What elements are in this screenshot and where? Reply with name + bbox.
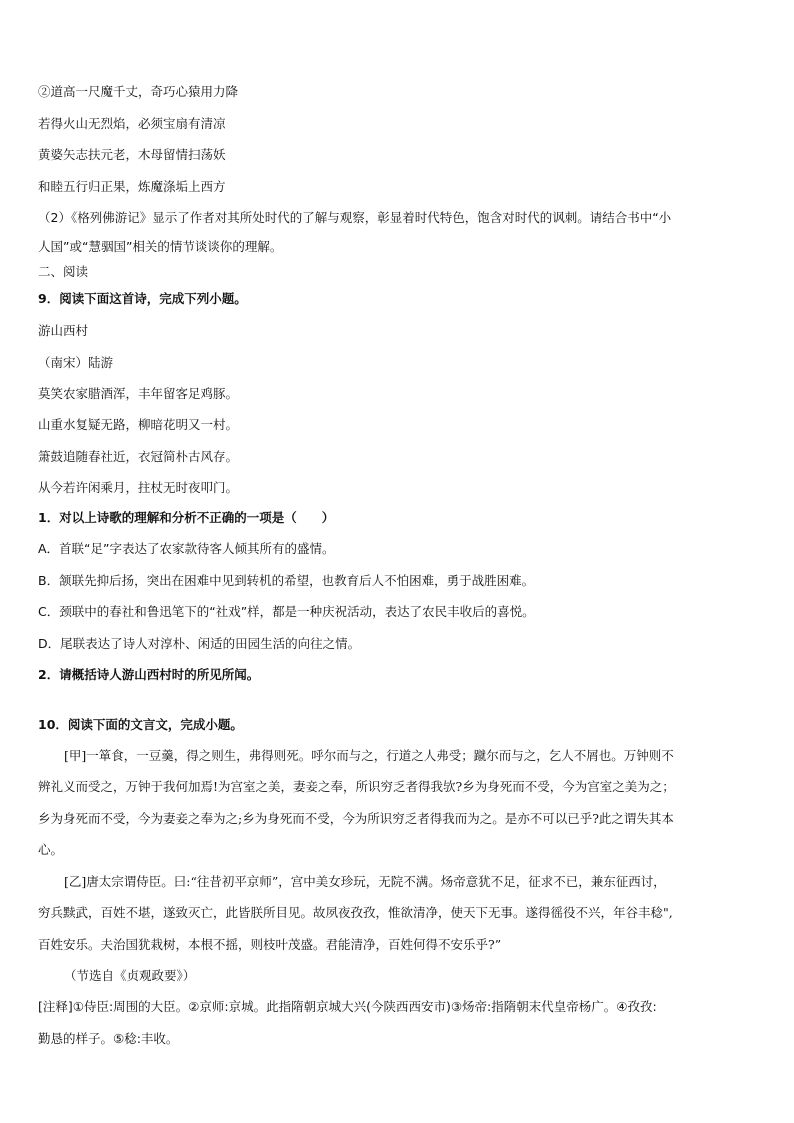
poem-couplet-1: ②道高一尺魔千丈，奇巧心猿用力降 [38,84,239,99]
poem-couplet-4: 和睦五行归正果，炼魔涤垢上西方 [38,179,226,194]
q10-source: （节选自《贞观政要》） [64,968,196,983]
q9-poem-line-2: 山重水复疑无路，柳暗花明又一村。 [38,417,239,432]
q9-poem-line-1: 莫笑农家腊酒浑，丰年留客足鸡豚。 [38,386,239,401]
q10-jia-line-3: 乡为身死而不受，今为妻妾之奉为之;乡为身死而不受，今为所识穷乏者得我而为之。是亦不可以已乎?此之谓失其本 [38,811,674,826]
q9-sub2: 2．请概括诗人游山西村时的所见所闻。 [38,667,260,682]
poem-couplet-2: 若得火山无烈焰，必须宝扇有清凉 [38,116,226,131]
q10-yi-line-2: 穷兵黩武，百姓不堪，遂致灭亡，此皆朕所目见。故夙夜孜孜，惟欲清净，使天下无事。遂得徭役不兴，年谷丰稔", [38,905,673,920]
poem-couplet-3: 黄婆矢志扶元老，木母留情扫荡妖 [38,147,226,162]
q9-poem-line-3: 箫鼓追随春社近，衣冠简朴古风存。 [38,449,239,464]
q10-notes-line1: [注释]①侍臣:周围的大臣。②京师:京城。此指隋朝京城大兴(今陕西西安市)③炀帝:指隋朝末代皇帝杨广。④孜孜: [38,999,657,1014]
q10-yi-line-1: [乙]唐太宗谓侍臣。曰:“往昔初平京师”，宫中美女珍玩，无院不满。炀帝意犹不足，征求不已，兼东征西讨， [64,874,666,889]
q8-part2-line1: （2）《格列佛游记》显示了作者对其所处时代的了解与观察，彰显着时代特色，饱含对时代的讽刺。请结合书中“小 [38,210,672,225]
q9-option-a: A．首联“足”字表达了农家款待客人倾其所有的盛情。 [38,541,335,556]
q9-option-d: D．尾联表达了诗人对淳朴、闲适的田园生活的向往之情。 [38,636,361,651]
q10-yi-line-3: 百姓安乐。夫治国犹栽树，本根不摇，则枝叶茂盛。君能清净，百姓何得不安乐乎?” [38,937,502,952]
q9-prompt: 9．阅读下面这首诗，完成下列小题。 [38,291,247,306]
q9-option-b: B．颔联先抑后扬，突出在困难中见到转机的希望，也教育后人不怕困难，勇于战胜困难。 [38,573,535,588]
q10-notes-line2: 勤恳的样子。⑤稔:丰收。 [38,1031,179,1046]
q10-jia-line-4: 心。 [38,842,64,857]
q9-sub1: 1．对以上诗歌的理解和分析不正确的一项是（ ） [38,510,335,525]
q9-option-c: C．颈联中的春社和鲁迅笔下的“社戏”样，都是一种庆祝活动，表达了农民丰收后的喜悦。 [38,604,535,619]
q8-part2-line2: 人国”或“慧骃国”相关的情节谈谈你的理解。 [38,239,283,254]
q9-author: （南宋）陆游 [38,355,114,370]
q9-poem-title: 游山西村 [38,323,89,338]
q10-prompt: 10．阅读下面的文言文，完成小题。 [38,717,243,732]
section-title: 二、阅读 [38,264,89,279]
q10-jia-line-2: 辨礼义而受之，万钟于我何加焉!为宫室之美，妻妾之奉，所识穷乏者得我欤?乡为身死而不受，今为宫室之美为之； [38,779,675,794]
q9-poem-line-4: 从今若许闲乘月，拄杖无时夜叩门。 [38,480,239,495]
q10-jia-line-1: [甲]一箪食，一豆羹，得之则生，弗得则死。呼尔而与之，行道之人弗受；蹴尔而与之，乞人不屑也。万钟则不 [64,748,674,763]
